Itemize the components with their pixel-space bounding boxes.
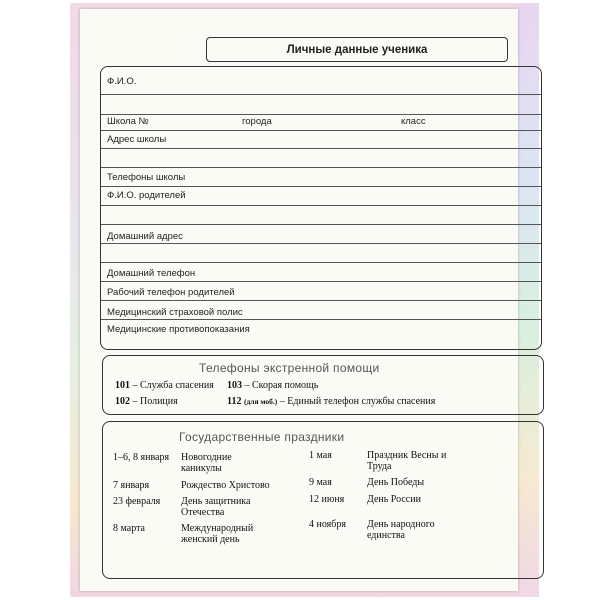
form-row bbox=[101, 262, 541, 282]
holiday-date: 7 января bbox=[113, 480, 150, 491]
holiday-name: Международный женский день bbox=[181, 523, 254, 545]
contraindications-label: Медицинские противопоказания bbox=[107, 324, 250, 335]
form-row bbox=[101, 224, 541, 244]
form-row bbox=[101, 67, 541, 95]
parents-work-phone-label: Рабочий телефон родителей bbox=[107, 287, 235, 298]
holiday-name: День народного единства bbox=[367, 519, 435, 541]
form-row bbox=[101, 148, 541, 168]
holiday-date: 4 ноября bbox=[309, 519, 346, 530]
emergency-title: Телефоны экстренной помощи bbox=[199, 361, 380, 375]
form-row bbox=[101, 243, 541, 263]
emergency-item: 102 – Полиция bbox=[115, 396, 178, 407]
holidays-box bbox=[102, 421, 544, 579]
home-phone-label: Домашний телефон bbox=[107, 268, 196, 279]
form-row bbox=[101, 205, 541, 225]
school-no-label: Школа № bbox=[107, 116, 149, 127]
personal-data-box bbox=[100, 66, 542, 350]
insurance-label: Медицинский страховой полис bbox=[107, 307, 243, 318]
holiday-name: Рождество Христово bbox=[181, 480, 270, 491]
page bbox=[80, 9, 518, 591]
holiday-date: 12 июня bbox=[309, 494, 345, 505]
holiday-date: 23 февраля bbox=[113, 496, 161, 507]
form-row bbox=[101, 94, 541, 115]
holiday-name: День Победы bbox=[367, 477, 425, 488]
holidays-title: Государственные праздники bbox=[179, 430, 345, 444]
parents-fio-label: Ф.И.О. родителей bbox=[107, 190, 186, 201]
form-row bbox=[101, 114, 541, 131]
form-row bbox=[101, 319, 541, 338]
holiday-name: День России bbox=[367, 494, 421, 505]
title-box bbox=[206, 37, 508, 62]
page-title: Личные данные ученика bbox=[286, 43, 428, 56]
emergency-item: 101 – Служба спасения bbox=[115, 380, 214, 391]
city-label: города bbox=[242, 116, 272, 127]
holiday-name: День защитника Отечества bbox=[181, 496, 251, 518]
holiday-date: 1–6, 8 января bbox=[113, 452, 170, 463]
emergency-item: 103 – Скорая помощь bbox=[227, 380, 319, 391]
form-row bbox=[101, 186, 541, 206]
holiday-date: 8 марта bbox=[113, 523, 145, 534]
holiday-date: 9 мая bbox=[309, 477, 332, 488]
emergency-box bbox=[102, 355, 544, 415]
holiday-name: Новогодние каникулы bbox=[181, 452, 232, 474]
fio-label: Ф.И.О. bbox=[107, 76, 137, 87]
class-label: класс bbox=[401, 116, 426, 127]
emergency-item: 112 (для моб.) – Единый телефон службы спасения bbox=[227, 396, 436, 407]
school-phones-label: Телефоны школы bbox=[107, 172, 186, 183]
form-row bbox=[101, 300, 541, 320]
form-row bbox=[101, 167, 541, 187]
school-address-label: Адрес школы bbox=[107, 134, 167, 145]
form-row bbox=[101, 281, 541, 301]
holiday-date: 1 мая bbox=[309, 450, 332, 461]
form-row bbox=[101, 130, 541, 149]
home-address-label: Домашний адрес bbox=[107, 231, 183, 242]
holiday-name: Праздник Весны и Труда bbox=[367, 450, 447, 472]
